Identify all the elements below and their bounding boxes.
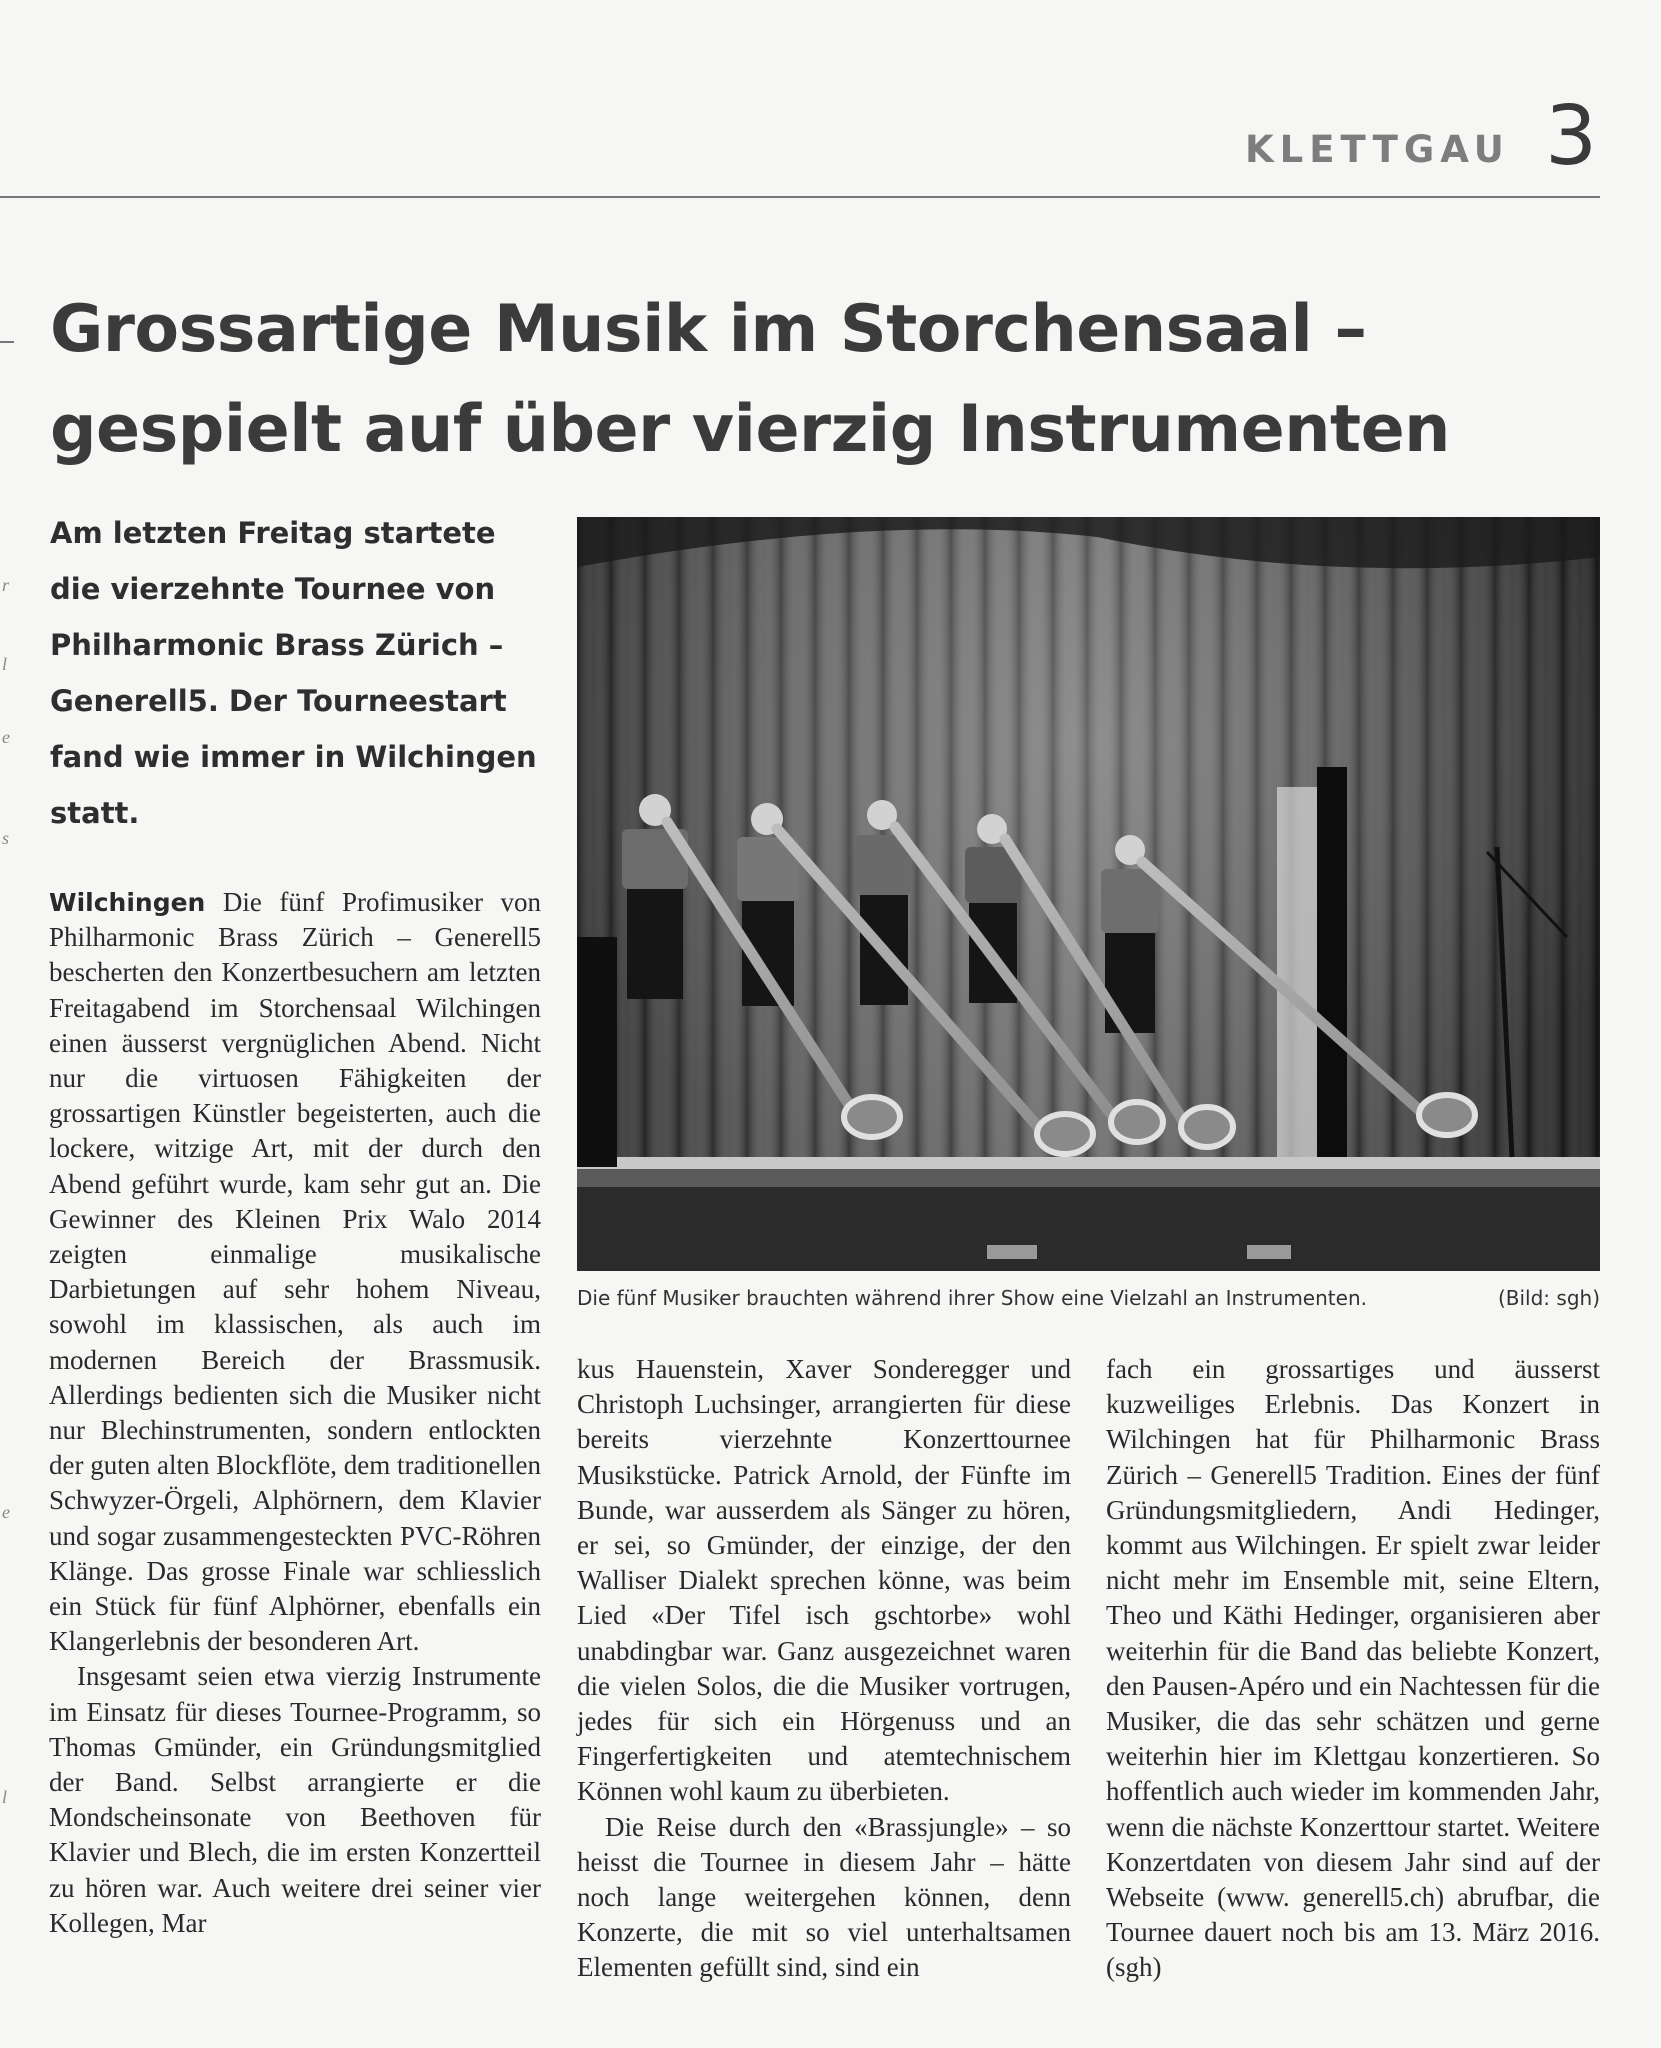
photo-credit: (Bild: sgh) [1497,1286,1600,1310]
margin-mark: e [2,727,10,747]
margin-mark: l [2,1787,8,1807]
section-name: KLETTGAU [1245,128,1510,171]
paragraph: fach ein grossartiges und äusserst kuzweiliges Erlebnis. Das Konzert in Wilchingen hat für Philharmonic Brass Zürich – Generell5 Tradition. Eines der fünf Gründungsmitgliedern, Andi Hedinger, kommt aus Wilchingen. Er spielt zwar leider nicht mehr im Ensemble mit, seine Eltern, Theo und Käthi Hedinger, organisieren aber weiterhin für die Band das beliebte Konzert, den Pausen-Apéro und ein Nachtessen für die Musiker, die das sehr schätzen und gerne weiterhin hier im Klettgau konzertieren. So hoffentlich auch wieder im kommenden Jahr, wenn die nächste Konzerttour startet. Weitere Konzertdaten von diesem Jahr sind auf der Webseite (www. generell5.ch) abrufbar, die Tournee dauert noch bis am 13. März 2016. (sgh) [1106,1354,1600,1983]
margin-mark: e [2,1502,10,1522]
article-photo [577,517,1600,1271]
header-rule [0,196,1600,198]
dateline: Wilchingen [49,888,206,917]
margin-stub [0,341,14,343]
article-column-2 [577,1352,1071,1986]
paragraph: kus Hauenstein, Xaver Sonderegger und Christoph Luchsinger, arrangierten für diese bereits vierzehnte Konzerttournee Musikstücke. Patrick Arnold, der Fünfte im Bunde, war ausserdem als Sänger zu hören, er sei, so Gmünder, der einzige, der den Walliser Dialekt sprechen könne, was beim Lied «Der Tifel isch gschtorbe» wohl unabdingbar war. Ganz ausgezeichnet waren die vielen Solos, die die Musiker vortrugen, jedes für sich ein Hörgenuss und an Fingerfertigkeiten und atemtechnischem Können wohl kaum zu überbieten. [577,1354,1071,1807]
paragraph: Die Reise durch den «Brassjungle» – so heisst die Tournee in diesem Jahr – hätte noch lange weitergehen können, denn Konzerte, die mit so viel unterhaltsamen Elementen gefüllt sind, sind ein [577,1811,1071,1983]
article-headline: Grossartige Musik im Storchensaal – gespielt auf über vierzig Instrumenten [50,292,1450,467]
paragraph-text: Die fünf Profimusiker von Philharmonic Brass Zürich – Generell5 bescherten den Konzertbesuchern am letzten Freitagabend im Storchensaal Wilchingen einen äusserst vergnüglichen Abend. Nicht nur die virtuosen Fähigkeiten der grossartigen Künstler begeisterten, auch die lockere, witzige Art, mit der durch den Abend geführt wurde, kam sehr gut an. Die Gewinner des Kleinen Prix Walo 2014 zeigten einmalige musikalische Darbietungen auf sehr hohem Niveau, sowohl im klassischen, als auch im modernen Bereich der Brassmusik. Allerdings bedienten sich die Musiker nicht nur Blechinstrumenten, sondern entlockten der guten alten Blockflöte, dem traditionellen Schwyzer-Örgeli, Alphörnern, dem Klavier und sogar zusammengesteckten PVC-Röhren Klänge. Das grosse Finale war schliesslich ein Stück für fünf Alphörner, ebenfalls ein Klangerlebnis der besonderen Art. [49,887,541,1657]
paragraph: Insgesamt seien etwa vierzig Instrumente im Einsatz für dieses Tournee-Programm, so Thomas Gmünder, ein Gründungsmitglied der Band. Selbst arrangierte er die Mondscheinsonate von Beethoven für Klavier und Blech, die im ersten Konzertteil zu hören war. Auch weitere drei seiner vier Kollegen, Mar [49,1661,541,1938]
article-column-1 [49,885,541,1941]
paragraph [49,885,541,1659]
article-column-3 [1106,1352,1600,1986]
photo-caption-row [577,1286,1600,1310]
photo-caption: Die fünf Musiker brauchten während ihrer Show eine Vielzahl an Instrumenten. [577,1286,1367,1310]
article-lead: Am letzten Freitag startete die vierzehnte Tournee von Philharmonic Brass Zürich – Generell5. Der Tourneestart fand wie immer in Wilchingen statt. [50,516,537,830]
margin-mark: l [2,654,8,674]
margin-mark: s [2,828,10,848]
margin-mark: r [2,575,10,595]
page-number: 3 [1545,89,1598,184]
